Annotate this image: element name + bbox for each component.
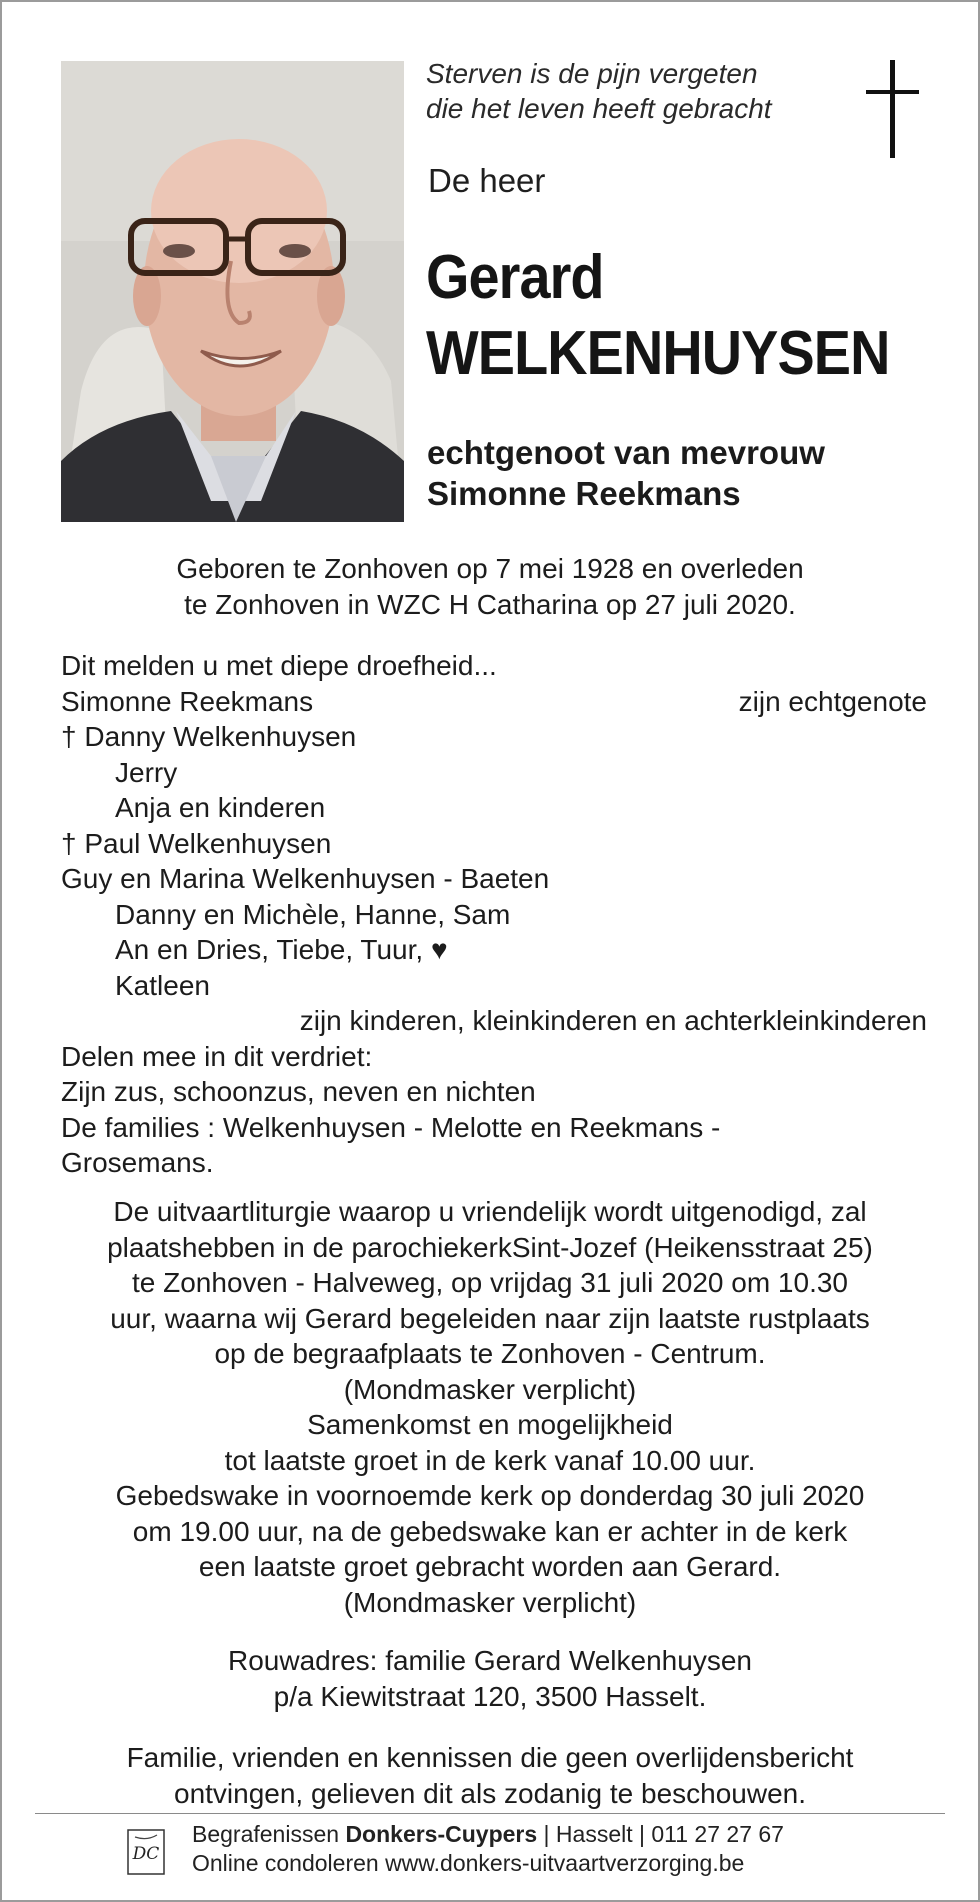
family-row: De families : Welkenhuysen - Melotte en Reekmans - <box>61 1111 721 1143</box>
funeral-details <box>2 1194 978 1620</box>
notice-text <box>2 1740 978 1811</box>
birth-line: Geboren te Zonhoven op 7 mei 1928 en overleden <box>176 553 804 584</box>
online-condolence-line: Online condoleren www.donkers-uitvaartverzorging.be <box>192 1850 745 1876</box>
funeral-line: (Mondmasker verplicht) <box>343 1586 637 1618</box>
portrait-photo <box>61 61 404 522</box>
family-row: Zijn zus, schoonzus, neven en nichten <box>61 1076 536 1107</box>
deceased-last-name: WELKENHUYSEN <box>426 319 890 388</box>
quote-line: Sterven is de pijn vergeten <box>426 58 758 89</box>
funeral-line: tot laatste groet in de kerk vanaf 10.00 uur. <box>224 1444 756 1476</box>
funeral-home-prefix: Begrafenissen <box>192 1821 346 1847</box>
notice-line: ontvingen, gelieven dit als zodanig te beschouwen. <box>174 1777 806 1809</box>
family-row: † Paul Welkenhuysen <box>61 827 332 859</box>
epigraph-quote <box>426 56 846 126</box>
funeral-line: een laatste groet gebracht worden aan Gerard. <box>198 1551 782 1582</box>
family-row: Grosemans. <box>61 1147 214 1178</box>
footer-divider <box>35 1813 945 1814</box>
funeral-home-logo <box>127 1829 165 1875</box>
family-row: Anja en kinderen <box>115 792 326 823</box>
family-row: Guy en Marina Welkenhuysen - Baeten <box>61 863 550 894</box>
spouse-line: Simonne Reekmans <box>427 475 741 512</box>
death-line: te Zonhoven in WZC H Catharina op 27 juli 2020. <box>184 589 796 620</box>
quote-line: die het leven heeft gebracht <box>426 93 772 124</box>
mourning-address <box>2 1643 978 1714</box>
family-row-spouse <box>61 684 927 720</box>
funeral-home-line <box>192 1820 784 1849</box>
spouse-line: echtgenoot van mevrouw <box>427 434 825 471</box>
family-row: Katleen <box>115 969 210 1001</box>
notice-line: Familie, vrienden en kennissen die geen overlijdensbericht <box>126 1742 854 1773</box>
cross-icon <box>862 60 922 160</box>
funeral-home-name: Donkers-Cuypers <box>345 1821 538 1847</box>
deceased-first-name: Gerard <box>426 243 604 312</box>
family-list <box>61 648 927 1181</box>
children-role: zijn kinderen, kleinkinderen en achterkleinkinderen <box>299 1005 927 1036</box>
spouse-name: Simonne Reekmans <box>61 685 314 717</box>
family-intro: Dit melden u met diepe droefheid... <box>61 650 497 681</box>
funeral-line: (Mondmasker verplicht) <box>343 1373 637 1405</box>
family-row: Danny en Michèle, Hanne, Sam <box>115 898 511 930</box>
family-row: † Danny Welkenhuysen <box>61 721 357 752</box>
funeral-line: om 19.00 uur, na de gebedswake kan er achter in de kerk <box>132 1515 848 1547</box>
spouse-info <box>427 432 825 514</box>
funeral-line: plaatshebben in de parochiekerkSint-Jozef (Heikensstraat 25) <box>107 1231 873 1263</box>
family-row: Jerry <box>115 756 178 788</box>
salutation: De heer <box>428 162 546 199</box>
funeral-line: te Zonhoven - Halveweg, op vrijdag 31 juli 2020 om 10.30 <box>132 1267 848 1298</box>
funeral-line: op de begraafplaats te Zonhoven - Centrum. <box>214 1338 766 1369</box>
family-row: An en Dries, Tiebe, Tuur, ♥ <box>115 934 448 965</box>
funeral-line: Samenkomst en mogelijkheid <box>307 1409 673 1440</box>
funeral-line: uur, waarna wij Gerard begeleiden naar zijn laatste rustplaats <box>110 1302 870 1334</box>
svg-text:DC: DC <box>132 1844 160 1864</box>
family-row: Delen mee in dit verdriet: <box>61 1040 373 1072</box>
address-line: Rouwadres: familie Gerard Welkenhuysen <box>228 1645 752 1676</box>
birth-death-info <box>2 551 978 623</box>
funeral-line: De uitvaartliturgie waarop u vriendelijk wordt uitgenodigd, zal <box>113 1196 867 1227</box>
funeral-home-contact: | Hasselt | 011 27 27 67 <box>537 1821 784 1847</box>
spouse-role: zijn echtgenote <box>738 685 927 717</box>
address-line: p/a Kiewitstraat 120, 3500 Hasselt. <box>273 1680 707 1712</box>
funeral-home-footer <box>192 1820 784 1878</box>
funeral-line: Gebedswake in voornoemde kerk op donderdag 30 juli 2020 <box>115 1480 865 1511</box>
